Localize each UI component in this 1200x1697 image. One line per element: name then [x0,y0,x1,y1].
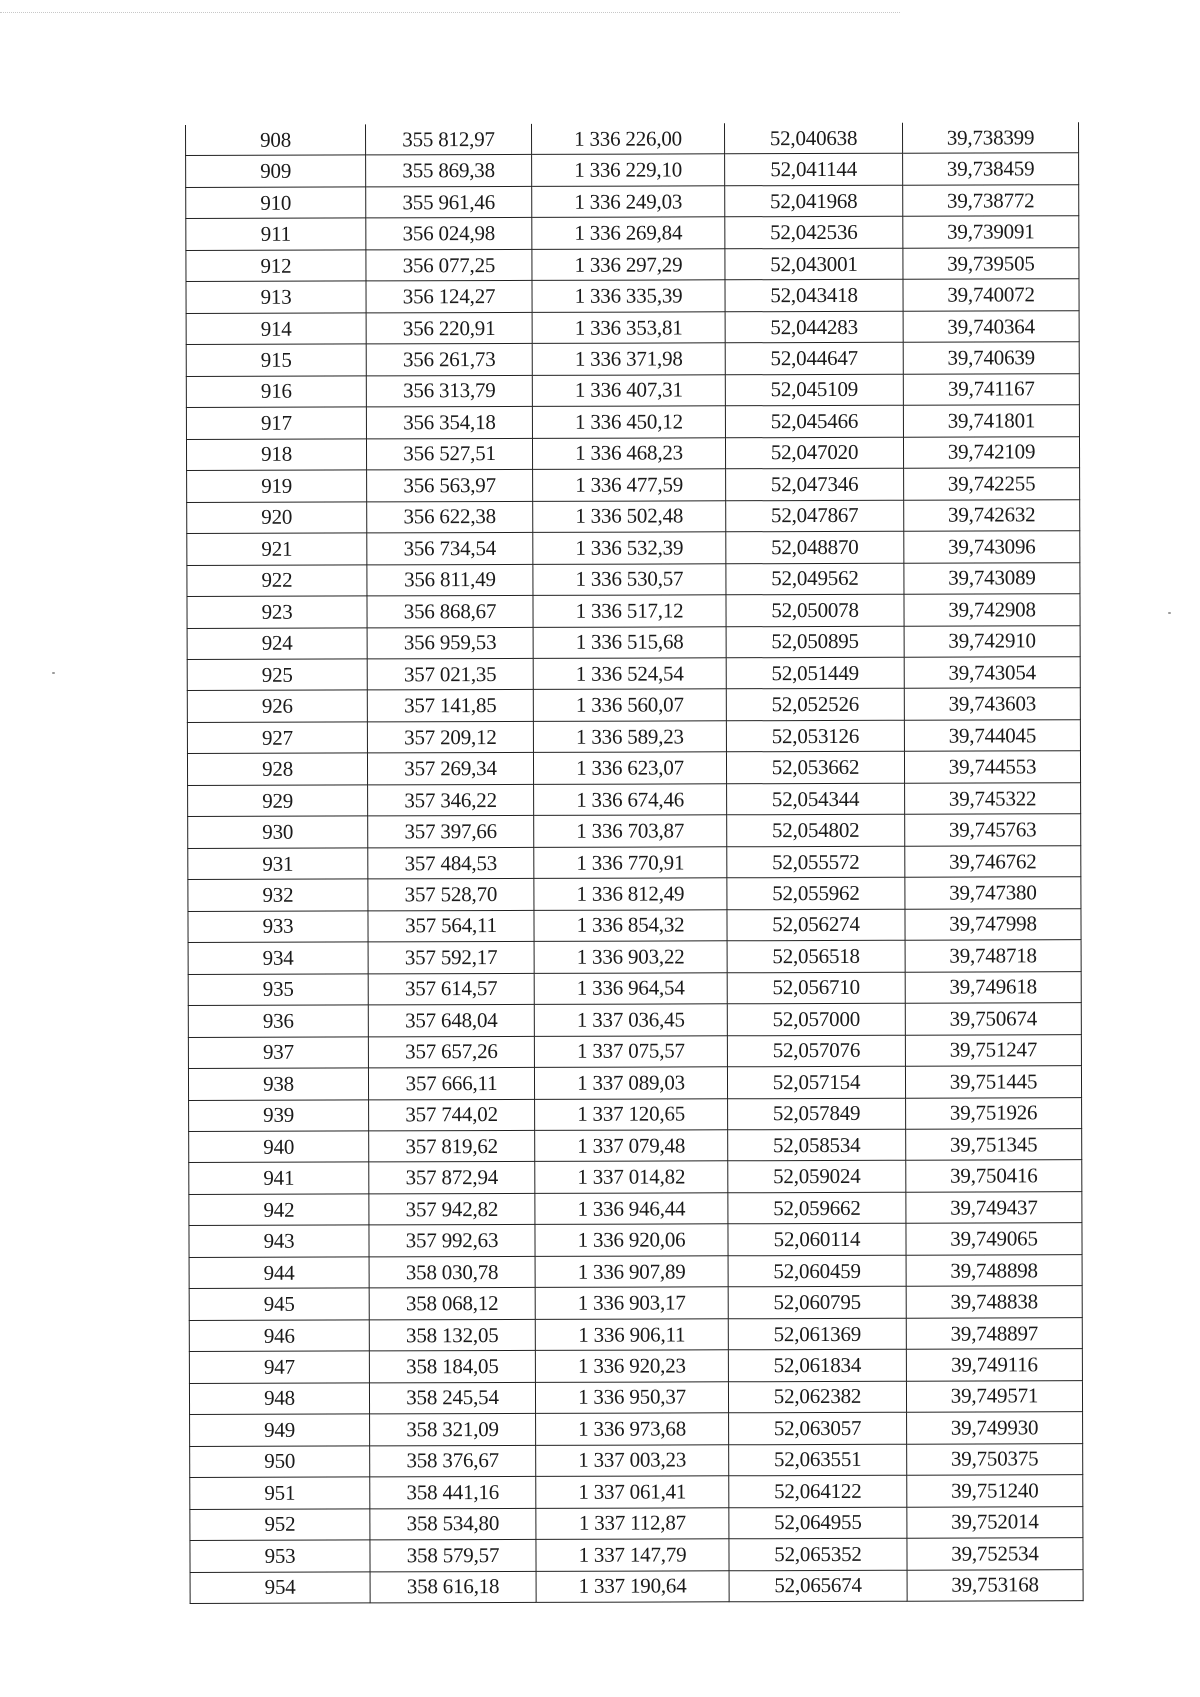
table-row [190,1569,1083,1603]
table-row [189,1097,1082,1131]
x-coordinate-cell: 357 648,04 [368,1005,534,1037]
point-number-cell: 942 [189,1194,369,1226]
x-coordinate-cell: 358 579,57 [370,1539,536,1571]
y-coordinate-cell: 1 336 335,39 [532,280,725,312]
y-coordinate-cell: 1 336 502,48 [533,500,726,532]
scan-artifact-dot [52,672,55,674]
table-row [187,720,1080,754]
point-number-cell: 912 [186,250,366,282]
latitude-cell: 52,044283 [725,311,903,343]
longitude-cell: 39,750375 [907,1443,1083,1475]
latitude-cell: 52,060114 [728,1224,906,1256]
latitude-cell: 52,059662 [728,1192,906,1224]
table-row [187,688,1080,722]
table-row [189,1160,1082,1194]
latitude-cell: 52,048870 [726,531,904,563]
table-row [186,342,1079,376]
x-coordinate-cell: 356 313,79 [366,375,532,407]
point-number-cell: 949 [190,1414,370,1446]
latitude-cell: 52,045109 [725,374,903,406]
longitude-cell: 39,751445 [905,1066,1081,1098]
y-coordinate-cell: 1 336 907,89 [535,1256,728,1288]
table-row [187,657,1080,691]
longitude-cell: 39,741167 [903,373,1079,405]
point-number-cell: 934 [188,942,368,974]
x-coordinate-cell: 356 261,73 [366,344,532,376]
point-number-cell: 922 [187,564,367,596]
x-coordinate-cell: 356 622,38 [367,501,533,533]
longitude-cell: 39,749116 [906,1349,1082,1381]
x-coordinate-cell: 358 321,09 [370,1414,536,1446]
latitude-cell: 52,041144 [725,154,903,186]
table-row [188,877,1081,911]
latitude-cell: 52,049562 [726,563,904,595]
x-coordinate-cell: 356 024,98 [366,218,532,250]
latitude-cell: 52,056518 [727,940,905,972]
latitude-cell: 52,063551 [729,1444,907,1476]
latitude-cell: 52,050078 [726,594,904,626]
y-coordinate-cell: 1 337 089,03 [534,1067,727,1099]
y-coordinate-cell: 1 336 920,06 [535,1224,728,1256]
longitude-cell: 39,751345 [906,1129,1082,1161]
point-number-cell: 953 [190,1540,370,1572]
y-coordinate-cell: 1 336 517,12 [533,595,726,627]
x-coordinate-cell: 356 124,27 [366,281,532,313]
x-coordinate-cell: 357 614,57 [368,973,534,1005]
x-coordinate-cell: 357 346,22 [368,784,534,816]
y-coordinate-cell: 1 337 190,64 [536,1570,729,1602]
y-coordinate-cell: 1 336 906,11 [535,1319,728,1351]
longitude-cell: 39,738399 [902,122,1078,154]
x-coordinate-cell: 357 657,26 [368,1036,534,1068]
y-coordinate-cell: 1 336 353,81 [532,312,725,344]
table-row [189,1349,1082,1383]
table-row [186,373,1079,407]
table-row [186,436,1079,470]
point-number-cell: 950 [190,1446,370,1478]
longitude-cell: 39,743054 [904,657,1080,689]
table-row [186,311,1079,345]
y-coordinate-cell: 1 336 468,23 [532,437,725,469]
table-row [187,562,1080,596]
x-coordinate-cell: 358 534,80 [370,1508,536,1540]
table-row [190,1475,1083,1509]
point-number-cell: 913 [186,281,366,313]
x-coordinate-cell: 357 942,82 [369,1193,535,1225]
longitude-cell: 39,749930 [907,1412,1083,1444]
longitude-cell: 39,745322 [905,783,1081,815]
table-row [189,1192,1082,1226]
x-coordinate-cell: 358 616,18 [370,1571,536,1603]
table-row [188,783,1081,817]
y-coordinate-cell: 1 336 530,57 [533,563,726,595]
x-coordinate-cell: 358 030,78 [369,1256,535,1288]
longitude-cell: 39,748898 [906,1255,1082,1287]
point-number-cell: 937 [188,1037,368,1069]
point-number-cell: 951 [190,1477,370,1509]
y-coordinate-cell: 1 336 371,98 [532,343,725,375]
table-row [189,1380,1082,1414]
table-row [188,971,1081,1005]
longitude-cell: 39,748897 [906,1317,1082,1349]
table-row [186,216,1079,250]
y-coordinate-cell: 1 336 249,03 [532,186,725,218]
longitude-cell: 39,739091 [903,216,1079,248]
point-number-cell: 952 [190,1509,370,1541]
latitude-cell: 52,057154 [727,1066,905,1098]
x-coordinate-cell: 357 564,11 [368,910,534,942]
longitude-cell: 39,742910 [904,625,1080,657]
point-number-cell: 944 [189,1257,369,1289]
x-coordinate-cell: 356 220,91 [366,312,532,344]
latitude-cell: 52,053126 [726,720,904,752]
y-coordinate-cell: 1 336 920,23 [535,1350,728,1382]
y-coordinate-cell: 1 336 964,54 [534,972,727,1004]
x-coordinate-cell: 358 132,05 [369,1319,535,1351]
latitude-cell: 52,061369 [728,1318,906,1350]
point-number-cell: 932 [188,879,368,911]
longitude-cell: 39,743089 [904,562,1080,594]
x-coordinate-cell: 357 397,66 [368,816,534,848]
table-row [187,625,1080,659]
latitude-cell: 52,064955 [729,1507,907,1539]
latitude-cell: 52,055572 [727,846,905,878]
latitude-cell: 52,057849 [728,1098,906,1130]
longitude-cell: 39,751926 [906,1097,1082,1129]
latitude-cell: 52,054344 [727,783,905,815]
y-coordinate-cell: 1 336 950,37 [535,1382,728,1414]
table-row [188,1034,1081,1068]
table-row [189,1286,1082,1320]
x-coordinate-cell: 358 441,16 [370,1477,536,1509]
x-coordinate-cell: 356 354,18 [366,407,532,439]
y-coordinate-cell: 1 336 854,32 [534,910,727,942]
point-number-cell: 917 [186,407,366,439]
point-number-cell: 948 [189,1383,369,1415]
latitude-cell: 52,043418 [725,280,903,312]
longitude-cell: 39,744553 [904,751,1080,783]
table-row [186,185,1079,219]
latitude-cell: 52,064122 [729,1475,907,1507]
table-row [187,594,1080,628]
longitude-cell: 39,747998 [905,908,1081,940]
longitude-cell: 39,753168 [907,1569,1083,1601]
table-row [187,468,1080,502]
x-coordinate-cell: 358 068,12 [369,1288,535,1320]
x-coordinate-cell: 358 376,67 [370,1445,536,1477]
point-number-cell: 911 [186,218,366,250]
x-coordinate-cell: 355 961,46 [366,186,532,218]
latitude-cell: 52,043001 [725,248,903,280]
y-coordinate-cell: 1 336 812,49 [534,878,727,910]
point-number-cell: 929 [188,785,368,817]
point-number-cell: 920 [187,502,367,534]
x-coordinate-cell: 357 269,34 [367,753,533,785]
x-coordinate-cell: 356 734,54 [367,533,533,565]
y-coordinate-cell: 1 336 674,46 [534,784,727,816]
longitude-cell: 39,748838 [906,1286,1082,1318]
x-coordinate-cell: 357 666,11 [368,1067,534,1099]
longitude-cell: 39,747380 [905,877,1081,909]
latitude-cell: 52,056274 [727,909,905,941]
longitude-cell: 39,750674 [905,1003,1081,1035]
latitude-cell: 52,054802 [727,815,905,847]
y-coordinate-cell: 1 336 524,54 [533,658,726,690]
longitude-cell: 39,742109 [903,436,1079,468]
point-number-cell: 945 [189,1288,369,1320]
longitude-cell: 39,740364 [903,311,1079,343]
table-row [187,751,1080,785]
table-row [186,405,1079,439]
point-number-cell: 909 [186,155,366,187]
table-row [190,1538,1083,1572]
coordinates-table-body [186,122,1084,1603]
point-number-cell: 915 [186,344,366,376]
point-number-cell: 931 [188,848,368,880]
table-row [186,153,1079,187]
y-coordinate-cell: 1 336 269,84 [532,217,725,249]
point-number-cell: 925 [187,659,367,691]
longitude-cell: 39,752534 [907,1538,1083,1570]
point-number-cell: 940 [189,1131,369,1163]
table-row [188,845,1081,879]
y-coordinate-cell: 1 337 061,41 [536,1476,729,1508]
x-coordinate-cell: 357 872,94 [369,1162,535,1194]
x-coordinate-cell: 358 184,05 [369,1351,535,1383]
table-row [186,122,1079,156]
y-coordinate-cell: 1 337 036,45 [534,1004,727,1036]
table-row [186,248,1079,282]
longitude-cell: 39,742632 [904,499,1080,531]
latitude-cell: 52,042536 [725,217,903,249]
point-number-cell: 933 [188,911,368,943]
longitude-cell: 39,751240 [907,1475,1083,1507]
latitude-cell: 52,056710 [727,972,905,1004]
point-number-cell: 919 [187,470,367,502]
longitude-cell: 39,749618 [905,971,1081,1003]
latitude-cell: 52,062382 [728,1381,906,1413]
x-coordinate-cell: 357 141,85 [367,690,533,722]
y-coordinate-cell: 1 336 450,12 [532,406,725,438]
point-number-cell: 935 [188,974,368,1006]
x-coordinate-cell: 357 744,02 [369,1099,535,1131]
table-row [189,1129,1082,1163]
longitude-cell: 39,743096 [904,531,1080,563]
point-number-cell: 926 [187,690,367,722]
latitude-cell: 52,058534 [728,1129,906,1161]
point-number-cell: 928 [187,753,367,785]
longitude-cell: 39,746762 [905,845,1081,877]
point-number-cell: 946 [189,1320,369,1352]
longitude-cell: 39,743603 [904,688,1080,720]
latitude-cell: 52,055962 [727,877,905,909]
latitude-cell: 52,052526 [726,689,904,721]
longitude-cell: 39,744045 [904,720,1080,752]
y-coordinate-cell: 1 336 703,87 [534,815,727,847]
latitude-cell: 52,061834 [728,1350,906,1382]
point-number-cell: 918 [186,439,366,471]
x-coordinate-cell: 358 245,54 [369,1382,535,1414]
longitude-cell: 39,749437 [906,1192,1082,1224]
longitude-cell: 39,749065 [906,1223,1082,1255]
latitude-cell: 52,065352 [729,1538,907,1570]
point-number-cell: 921 [187,533,367,565]
x-coordinate-cell: 357 992,63 [369,1225,535,1257]
latitude-cell: 52,051449 [726,657,904,689]
point-number-cell: 914 [186,313,366,345]
point-number-cell: 923 [187,596,367,628]
longitude-cell: 39,745763 [905,814,1081,846]
point-number-cell: 954 [190,1571,370,1603]
latitude-cell: 52,060795 [728,1287,906,1319]
x-coordinate-cell: 357 528,70 [368,879,534,911]
longitude-cell: 39,741801 [903,405,1079,437]
point-number-cell: 943 [189,1225,369,1257]
point-number-cell: 924 [187,627,367,659]
x-coordinate-cell: 357 484,53 [368,847,534,879]
point-number-cell: 941 [189,1162,369,1194]
longitude-cell: 39,740072 [903,279,1079,311]
y-coordinate-cell: 1 336 946,44 [535,1193,728,1225]
scan-artifact-line [0,12,900,13]
x-coordinate-cell: 356 811,49 [367,564,533,596]
y-coordinate-cell: 1 336 973,68 [536,1413,729,1445]
latitude-cell: 52,041968 [725,185,903,217]
point-number-cell: 916 [186,376,366,408]
y-coordinate-cell: 1 336 477,59 [533,469,726,501]
point-number-cell: 908 [186,124,366,156]
longitude-cell: 39,748718 [905,940,1081,972]
x-coordinate-cell: 357 819,62 [369,1130,535,1162]
latitude-cell: 52,065674 [729,1570,907,1602]
latitude-cell: 52,063057 [729,1412,907,1444]
y-coordinate-cell: 1 337 112,87 [536,1507,729,1539]
table-row [188,1003,1081,1037]
latitude-cell: 52,047020 [725,437,903,469]
latitude-cell: 52,047346 [726,468,904,500]
longitude-cell: 39,752014 [907,1506,1083,1538]
latitude-cell: 52,059024 [728,1161,906,1193]
point-number-cell: 936 [188,1005,368,1037]
point-number-cell: 910 [186,187,366,219]
longitude-cell: 39,740639 [903,342,1079,374]
point-number-cell: 947 [189,1351,369,1383]
y-coordinate-cell: 1 336 532,39 [533,532,726,564]
x-coordinate-cell: 356 077,25 [366,249,532,281]
x-coordinate-cell: 356 868,67 [367,595,533,627]
table-row [189,1223,1082,1257]
longitude-cell: 39,738772 [903,185,1079,217]
y-coordinate-cell: 1 336 297,29 [532,249,725,281]
y-coordinate-cell: 1 336 770,91 [534,847,727,879]
table-row [190,1443,1083,1477]
table-row [190,1412,1083,1446]
y-coordinate-cell: 1 337 014,82 [535,1161,728,1193]
table-row [188,940,1081,974]
y-coordinate-cell: 1 336 589,23 [533,721,726,753]
x-coordinate-cell: 357 021,35 [367,658,533,690]
x-coordinate-cell: 356 959,53 [367,627,533,659]
longitude-cell: 39,742255 [904,468,1080,500]
longitude-cell: 39,749571 [906,1380,1082,1412]
latitude-cell: 52,047867 [726,500,904,532]
longitude-cell: 39,751247 [905,1034,1081,1066]
y-coordinate-cell: 1 336 903,17 [535,1287,728,1319]
y-coordinate-cell: 1 336 226,00 [531,123,724,155]
y-coordinate-cell: 1 337 003,23 [536,1444,729,1476]
y-coordinate-cell: 1 336 903,22 [534,941,727,973]
longitude-cell: 39,742908 [904,594,1080,626]
x-coordinate-cell: 355 869,38 [366,155,532,187]
point-number-cell: 927 [187,722,367,754]
table-row [187,499,1080,533]
y-coordinate-cell: 1 337 147,79 [536,1539,729,1571]
latitude-cell: 52,053662 [726,752,904,784]
latitude-cell: 52,057076 [727,1035,905,1067]
y-coordinate-cell: 1 336 515,68 [533,626,726,658]
table-row [189,1317,1082,1351]
table-row [190,1506,1083,1540]
y-coordinate-cell: 1 337 120,65 [535,1098,728,1130]
table-row [187,531,1080,565]
x-coordinate-cell: 357 592,17 [368,942,534,974]
longitude-cell: 39,739505 [903,248,1079,280]
longitude-cell: 39,750416 [906,1160,1082,1192]
table-row [188,814,1081,848]
latitude-cell: 52,045466 [725,405,903,437]
table-row [188,908,1081,942]
point-number-cell: 939 [189,1099,369,1131]
y-coordinate-cell: 1 337 079,48 [535,1130,728,1162]
y-coordinate-cell: 1 336 560,07 [533,689,726,721]
latitude-cell: 52,040638 [724,123,902,155]
table-row [186,279,1079,313]
y-coordinate-cell: 1 336 407,31 [532,375,725,407]
y-coordinate-cell: 1 336 229,10 [532,154,725,186]
point-number-cell: 930 [188,816,368,848]
scan-artifact-dot [1168,612,1171,614]
x-coordinate-cell: 355 812,97 [365,124,531,155]
latitude-cell: 52,057000 [727,1003,905,1035]
y-coordinate-cell: 1 337 075,57 [534,1035,727,1067]
x-coordinate-cell: 356 563,97 [367,470,533,502]
point-number-cell: 938 [188,1068,368,1100]
y-coordinate-cell: 1 336 623,07 [533,752,726,784]
latitude-cell: 52,060459 [728,1255,906,1287]
table-row [189,1255,1082,1289]
x-coordinate-cell: 357 209,12 [367,721,533,753]
table-row [188,1066,1081,1100]
latitude-cell: 52,044647 [725,343,903,375]
coordinates-table [185,122,1084,1604]
x-coordinate-cell: 356 527,51 [366,438,532,470]
latitude-cell: 52,050895 [726,626,904,658]
longitude-cell: 39,738459 [903,153,1079,185]
